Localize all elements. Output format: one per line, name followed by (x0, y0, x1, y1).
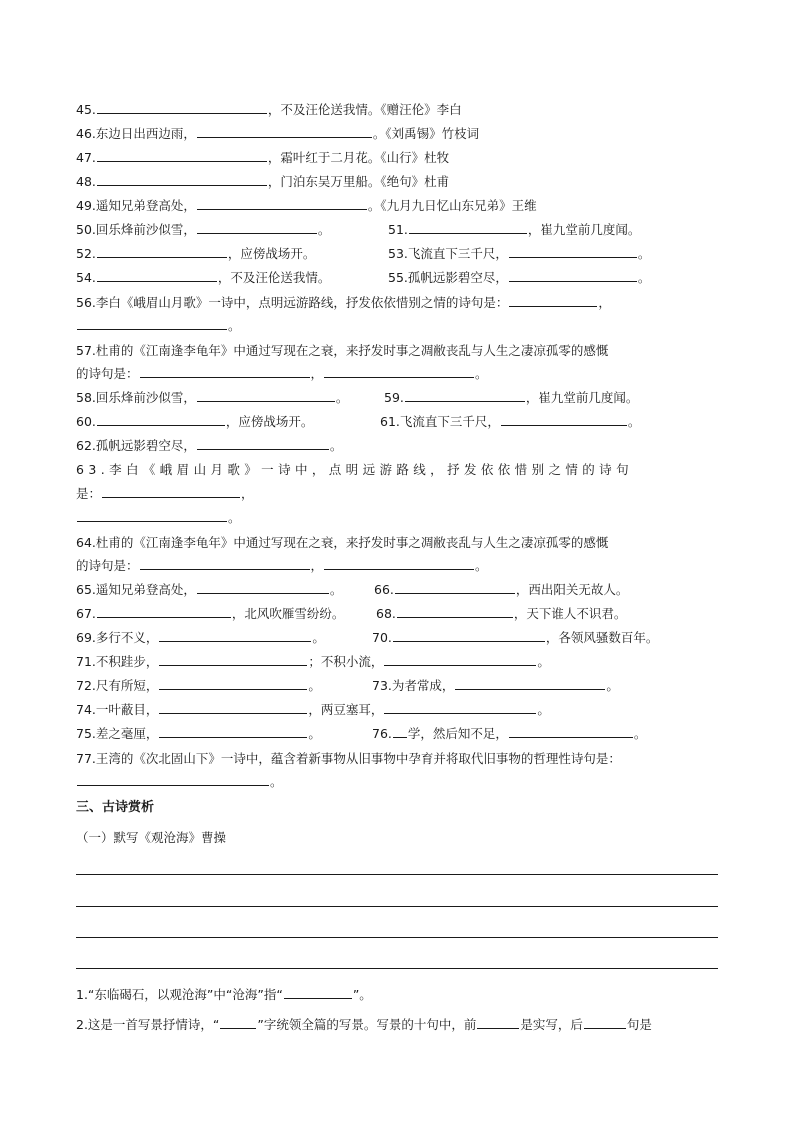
question-text: 77.王湾的《次北固山下》一诗中，蕴含着新事物从旧事物中孕育并将取代旧事物的哲理性诗句是： (76, 751, 621, 766)
analysis-question-1 (76, 987, 726, 1003)
question-63-cont (76, 486, 726, 502)
question-number: 51. (388, 222, 408, 237)
question-text: 53.飞流直下三千尺， (388, 246, 508, 261)
answer-blank[interactable] (324, 558, 474, 570)
answer-blank[interactable] (97, 102, 267, 114)
question-49 (76, 198, 726, 214)
question-number: 60. (76, 414, 96, 429)
answer-blank[interactable] (97, 174, 267, 186)
question-text: 69.多行不义， (76, 630, 159, 645)
answer-blank[interactable] (140, 366, 310, 378)
question-number: 47. (76, 150, 96, 165)
question-77-cont (76, 774, 726, 790)
question-62 (76, 438, 726, 454)
question-text: 74.一叶蔽目， (76, 702, 159, 717)
question-row-58-59 (76, 390, 726, 406)
question-text: 49.遥知兄弟登高处， (76, 198, 196, 213)
question-63-cont2 (76, 510, 726, 526)
answer-blank[interactable] (220, 1017, 256, 1029)
question-text: ，应傍战场开。 (227, 246, 316, 261)
question-row-72-73 (76, 678, 726, 694)
question-text: 。《九月九日忆山东兄弟》王维 (367, 198, 537, 213)
question-number: 48. (76, 174, 96, 189)
question-row-50-51 (76, 222, 726, 238)
answer-blank[interactable] (509, 270, 637, 282)
question-row-54-55 (76, 270, 726, 286)
question-text: 。 (312, 630, 325, 645)
question-text: ，北风吹雁雪纷纷。 (231, 606, 345, 621)
question-text: 56.李白《峨眉山月歌》一诗中，点明远游路线，抒发依依惜别之情的诗句是： (76, 295, 509, 310)
question-text: ，两豆塞耳， (308, 702, 384, 717)
question-57 (76, 343, 726, 359)
question-text: ， (598, 295, 611, 310)
question-text: ，霜叶红于二月花。《山行》杜牧 (267, 150, 450, 165)
answer-blank[interactable] (384, 654, 536, 666)
question-58 (76, 390, 348, 405)
answer-blank[interactable] (159, 654, 307, 666)
question-71 (76, 654, 726, 670)
question-row-69-70 (76, 630, 726, 646)
question-text: ，门泊东吴万里船。《绝句》杜甫 (267, 174, 450, 189)
answer-blank[interactable] (97, 606, 231, 618)
question-73 (372, 678, 619, 694)
question-text: 。 (475, 558, 488, 573)
question-text: 的诗句是： (76, 366, 139, 381)
question-text: 。 (270, 774, 283, 789)
writing-line[interactable] (76, 874, 718, 875)
section-subheading: （一）默写《观沧海》曹操 (76, 830, 227, 845)
question-text: 50.回乐烽前沙似雪， (76, 222, 196, 237)
question-text: 。《刘禹锡》竹枝词 (372, 126, 480, 141)
answer-blank[interactable] (77, 318, 227, 330)
writing-line[interactable] (76, 937, 718, 938)
question-text: ，不及汪伦送我情。 (217, 270, 331, 285)
question-46 (76, 126, 726, 142)
question-text: 72.尺有所短， (76, 678, 159, 693)
answer-blank[interactable] (77, 510, 227, 522)
question-54 (76, 270, 330, 285)
question-51 (388, 222, 640, 238)
answer-blank[interactable] (455, 678, 605, 690)
answer-blank[interactable] (397, 606, 513, 618)
question-text: 63.李白《峨眉山月歌》一诗中，点明远游路线，抒发依依惜别之情的诗句 (76, 462, 633, 477)
answer-blank[interactable] (509, 295, 597, 307)
question-text: ， (241, 486, 254, 501)
answer-blank[interactable] (384, 702, 536, 714)
answer-blank[interactable] (477, 1017, 519, 1029)
question-text: 学，然后知不足， (407, 726, 508, 741)
question-row-65-66 (76, 582, 726, 598)
answer-blank[interactable] (159, 726, 307, 738)
question-text: 。 (537, 654, 550, 669)
answer-blank[interactable] (159, 702, 307, 714)
answer-blank[interactable] (509, 726, 633, 738)
question-text: ，西出阳关无故人。 (515, 582, 629, 597)
question-69 (76, 630, 325, 645)
question-text: 是： (76, 486, 102, 501)
question-text: 。 (308, 678, 321, 693)
question-66 (374, 582, 628, 598)
analysis-question-2 (76, 1017, 726, 1033)
question-text: 句是 (626, 1017, 652, 1032)
question-67 (76, 606, 344, 621)
question-63 (76, 462, 726, 478)
question-text: ，崔九堂前几度闻。 (527, 222, 641, 237)
question-text: ，不及汪伦送我情。《赠汪伦》李白 (267, 102, 462, 117)
answer-blank[interactable] (405, 390, 525, 402)
answer-blank[interactable] (409, 222, 527, 234)
answer-blank[interactable] (197, 438, 329, 450)
question-text: 。 (228, 318, 241, 333)
question-text: 2.这是一首写景抒情诗，“ (76, 1017, 220, 1032)
writing-line[interactable] (76, 906, 718, 907)
question-text: ；不积小流， (308, 654, 384, 669)
question-text: ，崔九堂前几度闻。 (525, 390, 639, 405)
answer-blank[interactable] (97, 414, 225, 426)
question-60 (76, 414, 313, 429)
answer-blank[interactable] (102, 486, 240, 498)
question-56 (76, 295, 726, 311)
section-heading: 三、古诗赏析 (76, 800, 155, 815)
question-number: 54. (76, 270, 96, 285)
question-number: 70. (372, 630, 392, 645)
answer-blank[interactable] (393, 726, 407, 738)
question-number: 66. (374, 582, 394, 597)
question-64-cont (76, 558, 726, 574)
answer-blank[interactable] (140, 558, 310, 570)
question-52 (76, 246, 315, 261)
question-45 (76, 102, 726, 118)
question-76 (372, 726, 646, 742)
answer-blank[interactable] (197, 198, 367, 210)
question-row-60-61 (76, 414, 726, 430)
question-65 (76, 582, 342, 597)
question-text: 62.孤帆远影碧空尽， (76, 438, 196, 453)
answer-blank[interactable] (197, 582, 329, 594)
answer-blank[interactable] (77, 774, 269, 786)
question-64 (76, 535, 726, 551)
answer-blank[interactable] (97, 246, 227, 258)
question-row-52-53 (76, 246, 726, 262)
question-68 (376, 606, 626, 622)
question-number: 67. (76, 606, 96, 621)
question-text: ”字统领全篇的写景。写景的十句中，前 (257, 1017, 477, 1032)
question-50 (76, 222, 330, 237)
question-text: 58.回乐烽前沙似雪， (76, 390, 196, 405)
question-47 (76, 150, 726, 166)
answer-blank[interactable] (159, 678, 307, 690)
question-59 (384, 390, 638, 406)
question-text: 。 (637, 246, 651, 261)
question-text: ，各领风骚数百年。 (545, 630, 659, 645)
question-text: 65.遥知兄弟登高处， (76, 582, 196, 597)
question-56-cont (76, 318, 726, 334)
question-text: 。 (633, 726, 647, 741)
question-text: 。 (329, 582, 343, 597)
writing-line[interactable] (76, 968, 718, 969)
question-text: 。 (329, 438, 343, 453)
question-text: 是实写，后 (520, 1017, 583, 1032)
question-74 (76, 702, 726, 718)
question-text: 。 (537, 702, 550, 717)
question-text: ，应傍战场开。 (225, 414, 314, 429)
question-text: 。 (317, 222, 331, 237)
answer-blank[interactable] (159, 630, 311, 642)
question-text: 64.杜甫的《江南逢李龟年》中通过写现在之衰，来抒发时事之凋敝丧乱与人生之凄凉孤零的感慨 (76, 535, 609, 550)
question-72 (76, 678, 321, 693)
question-text: 。 (637, 270, 651, 285)
answer-blank[interactable] (97, 270, 217, 282)
question-text: 。 (335, 390, 349, 405)
question-text: 。 (228, 510, 241, 525)
question-number: 68. (376, 606, 396, 621)
question-text: 的诗句是： (76, 558, 139, 573)
answer-blank[interactable] (395, 582, 515, 594)
question-text: ”。 (352, 987, 372, 1002)
question-number: 45. (76, 102, 96, 117)
question-text: 。 (308, 726, 321, 741)
question-61 (380, 414, 640, 430)
question-text: 61.飞流直下三千尺， (380, 414, 500, 429)
question-text: 57.杜甫的《江南逢李龟年》中通过写现在之衰，来抒发时事之凋敝丧乱与人生之凄凉孤零的感慨 (76, 343, 609, 358)
question-number: 76. (372, 726, 392, 741)
question-text: 。 (627, 414, 641, 429)
answer-blank[interactable] (197, 126, 372, 138)
question-text: ， (310, 366, 324, 381)
question-77 (76, 751, 726, 767)
answer-blank[interactable] (324, 366, 474, 378)
question-text: 。 (475, 366, 488, 381)
answer-blank[interactable] (509, 246, 637, 258)
question-text: 75.差之毫厘， (76, 726, 159, 741)
question-text: 55.孤帆远影碧空尽， (388, 270, 508, 285)
question-75 (76, 726, 321, 741)
question-text: 46.东边日出西边雨， (76, 126, 196, 141)
question-48 (76, 174, 726, 190)
question-number: 59. (384, 390, 404, 405)
question-text: ，天下谁人不识君。 (513, 606, 627, 621)
answer-blank[interactable] (501, 414, 627, 426)
answer-blank[interactable] (197, 390, 335, 402)
question-text: 73.为者常成， (372, 678, 455, 693)
question-number: 52. (76, 246, 96, 261)
question-text: 。 (606, 678, 619, 693)
question-57-cont (76, 366, 726, 382)
answer-blank[interactable] (97, 150, 267, 162)
question-text: ， (310, 558, 324, 573)
question-text: 1.“东临碣石，以观沧海”中“沧海”指“ (76, 987, 283, 1002)
question-70 (372, 630, 658, 646)
answer-blank[interactable] (284, 987, 352, 999)
question-55 (388, 270, 650, 286)
answer-blank[interactable] (393, 630, 545, 642)
question-row-67-68 (76, 606, 726, 622)
answer-blank[interactable] (584, 1017, 626, 1029)
answer-blank[interactable] (197, 222, 317, 234)
question-53 (388, 246, 650, 262)
question-row-75-76 (76, 726, 726, 742)
question-text: 71.不积跬步， (76, 654, 159, 669)
